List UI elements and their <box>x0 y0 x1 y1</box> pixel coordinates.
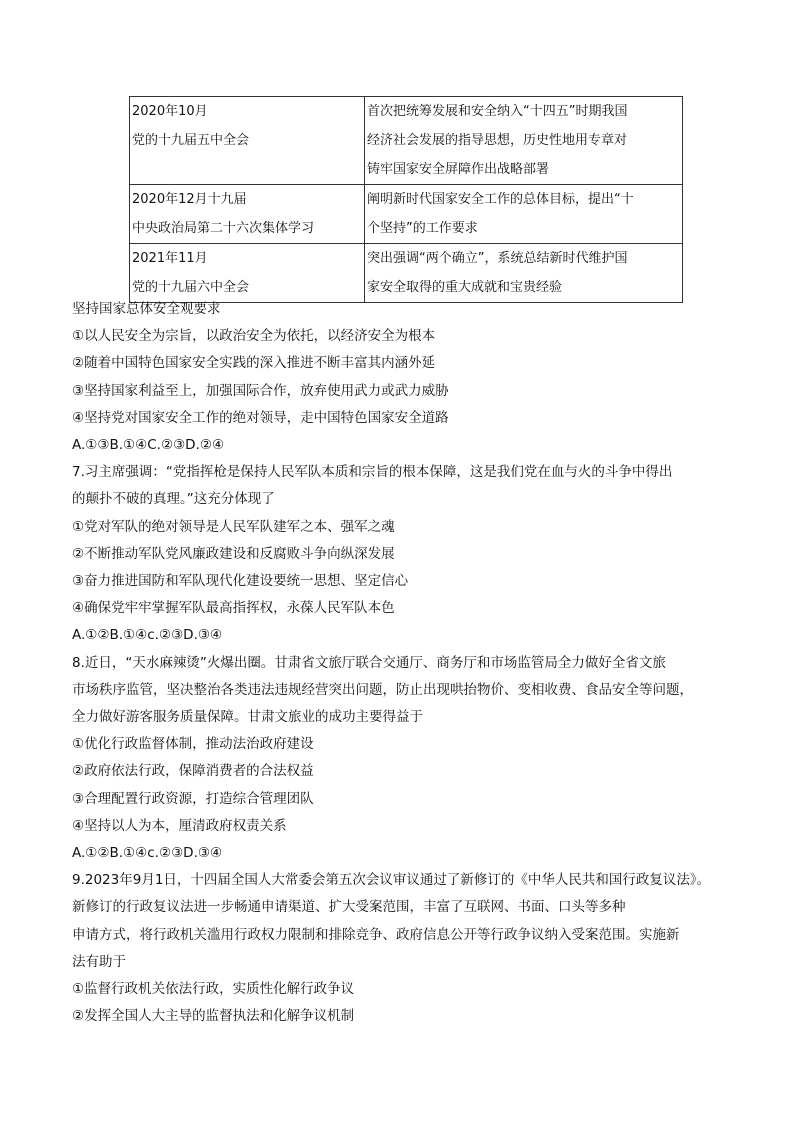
question-9-stem: 法有助于 <box>72 953 126 970</box>
cell-line: 个坚持”的工作要求 <box>367 221 478 236</box>
cell-line: 2020年10月 <box>132 104 208 119</box>
cell-line: 党的十九届五中全会 <box>132 133 250 148</box>
option-line: ②随着中国特色国家安全实践的深入推进不断丰富其内涵外延 <box>72 355 436 372</box>
cell-line: 铸牢国家安全屏障作出战略部署 <box>367 162 550 177</box>
question-9-stem: 9.2023年9月1日，十四届全国人大常委会第五次会议审议通过了新修订的《中华人民共和国行政复议法》。 <box>72 872 711 889</box>
table-row <box>130 97 683 185</box>
option-line: ②发挥全国人大主导的监督执法和化解争议机制 <box>72 1008 355 1025</box>
text-line: 坚持国家总体安全观要求 <box>72 301 221 317</box>
cell-line: 2021年11月 <box>132 251 208 266</box>
cell-line: 中央政治局第二十六次集体学习 <box>132 221 315 236</box>
table-cell-content <box>365 185 683 244</box>
cell-line: 首次把统筹发展和安全纳入“十四五”时期我国 <box>367 104 628 119</box>
question-8-stem: 市场秩序监管，坚决整治各类违法违规经营突出问题，防止出现哄抬物价、变相收费、食品安全等问题， <box>72 681 693 698</box>
option-line: ②不断推动军队党风廉政建设和反腐败斗争向纵深发展 <box>72 545 395 562</box>
question-7-stem: 的颠扑不破的真理。”这充分体现了 <box>72 491 275 508</box>
answer-choices: A.①②B.①④c.②③D.③④ <box>72 627 223 644</box>
table-cell-event <box>130 244 365 303</box>
question-9-stem: 新修订的行政复议法进一步畅通申请渠道、扩大受案范围，丰富了互联网、书面、口头等多种 <box>72 899 626 916</box>
cell-line: 突出强调“两个确立”，系统总结新时代维护国 <box>367 251 628 266</box>
table-row <box>130 244 683 303</box>
table-cell-event <box>130 185 365 244</box>
question-8-stem: 8.近日，“天水麻辣烫”火爆出圈。甘肃省文旅厅联合交通厅、商务厅和市场监管局全力做好全省文旅 <box>72 654 666 671</box>
option-line: ①优化行政监督体制，推动法治政府建设 <box>72 736 314 753</box>
cell-line: 家安全取得的重大成就和宝贵经验 <box>367 280 563 295</box>
option-line: ①以人民安全为宗旨，以政治安全为依托，以经济安全为根本 <box>72 328 436 345</box>
cell-line: 党的十九届六中全会 <box>132 280 250 295</box>
table-row <box>130 185 683 244</box>
option-line: ③坚持国家利益至上，加强国际合作，放弃使用武力或武力威胁 <box>72 382 449 399</box>
option-line: ③合理配置行政资源，打造综合管理团队 <box>72 790 314 807</box>
option-line: ②政府依法行政，保障消费者的合法权益 <box>72 763 314 780</box>
option-line: ③奋力推进国防和军队现代化建设要统一思想、坚定信心 <box>72 573 409 590</box>
question-7-stem: 7.习主席强调：“党指挥枪是保持人民军队本质和宗旨的根本保障，这是我们党在血与火的斗争中得出 <box>72 464 673 481</box>
question-8-stem: 全力做好游客服务质量保障。甘肃文旅业的成功主要得益于 <box>72 709 423 726</box>
table-cell-event <box>130 97 365 185</box>
option-line: ④坚持以人为本，厘清政府权责关系 <box>72 817 287 834</box>
option-line: ④坚持党对国家安全工作的绝对领导，走中国特色国家安全道路 <box>72 409 449 426</box>
answer-choices: A.①③B.①④C.②③D.②④ <box>72 437 225 454</box>
answer-choices: A.①②B.①④c.②③D.③④ <box>72 845 223 862</box>
cell-line: 阐明新时代国家安全工作的总体目标，提出“十 <box>367 192 634 207</box>
table-cell-content <box>365 244 683 303</box>
option-line: ④确保党牢牢掌握军队最高指挥权，永葆人民军队本色 <box>72 600 395 617</box>
question-9-stem: 申请方式，将行政机关滥用行政权力限制和排除竞争、政府信息公开等行政争议纳入受案范围。实施新 <box>72 926 680 943</box>
history-table <box>129 96 683 303</box>
table-cell-content <box>365 97 683 185</box>
cell-line: 经济社会发展的指导思想，历史性地用专章对 <box>367 133 628 148</box>
question-text <box>72 296 752 1030</box>
cell-line: 2020年12月十九届 <box>132 192 247 207</box>
option-line: ①监督行政机关依法行政，实质性化解行政争议 <box>72 981 355 998</box>
option-line: ①党对军队的绝对领导是人民军队建军之本、强军之魂 <box>72 518 395 535</box>
